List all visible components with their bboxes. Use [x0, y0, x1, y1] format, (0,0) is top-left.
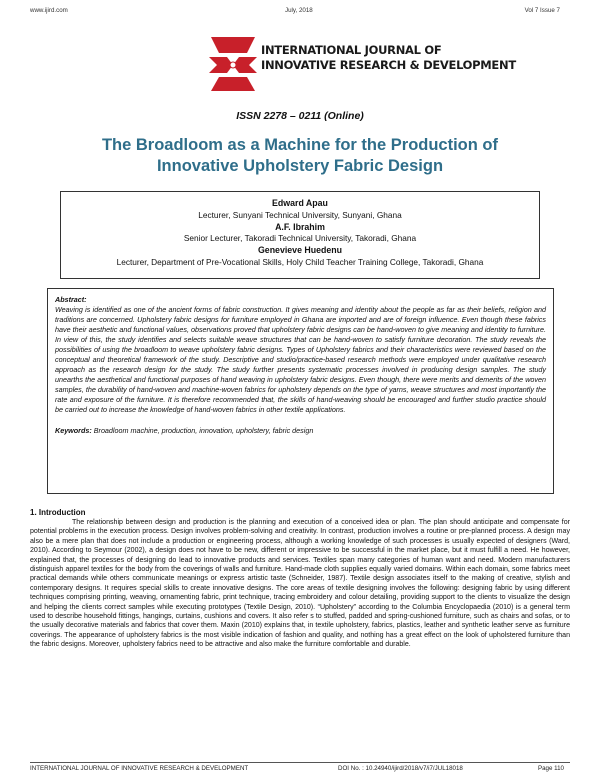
volume-issue: Vol 7 Issue 7 — [524, 7, 560, 14]
keywords-text: Broadloom machine, production, innovation, upholstery, fabric design — [93, 426, 314, 435]
author-affiliation: Lecturer, Sunyani Technical University, Sunyani, Ghana — [198, 209, 402, 220]
abstract-heading: Abstract: — [55, 295, 87, 304]
issn-number: ISSN 2278 – 0211 (Online) — [236, 110, 364, 122]
author-box — [60, 191, 540, 279]
abstract-box — [47, 288, 554, 494]
introduction-text: The relationship between design and production is the planning and execution of a conceived idea or plan. The plan should anticipate and compensate for potential problems in the execution process. Design involves problem-solving and creativity. In contrast, production involves a routine or pre-planned process. A design may also be a mere plan that does not include a production or engineering process, although a working knowledge of such processes is usually expected of designers (Ward, 2010). According to Seymour (2002), a design does not have to be new, different or impressive to be successful in the market place, but it must fulfill a need. He however, explained that, the processes of designing do lead to innovative products and services. Textiles span many categories of human want and need. Modern manufacturers distinguish apparel textiles for the body from the coverings of walls and furniture. Hand-made cloth supplies equally varied domains. Within each domain, some fabrics meet practical demands while others communicate meanings or express artistic taste (Schneider, 1987). Textile design associates itself to the making of creative, stylish and contemporary designs. It requires special skills to create innovative designs. The core areas of textile designing involves the following: designing fabric by using different techniques comprising printing, weaving, ornamenting fabric, print technique, tracing embroidery and colour detailing, providing support to the clients to visualize the design and helping the clients correct samples while executing prototypes (Textile Design, 2010). “Upholstery” according to the Columbia Encyclopaedia (2010) is a general term used to describe household fittings, hangings, curtains, cushions and covers. It also refer s to stuffed, padded and spring-cushioned furniture, such as chairs and sofas, or to the usually decorative materials and fabrics that cover them. Maxin (2010) explains that, in textile upholstery, fabrics, plastics, leather and synthetic leather serve as furniture coverings. The appearance of upholstery fabrics is the most visible indication of fashion and quality, and nothing has a great effect on the look of upholstered furniture than the fabric designs. Moreover, upholstery fabrics need to be attractive and also make the furniture comfortable and durable. — [30, 519, 570, 649]
author-name: Edward Apau — [272, 198, 328, 208]
keywords-label: Keywords: — [55, 426, 92, 435]
journal-emblem-icon — [207, 35, 259, 93]
page-number: Page 110 — [537, 765, 564, 772]
logo-line-2: INNOVATIVE RESEARCH & DEVELOPMENT — [259, 58, 569, 73]
page-footer — [30, 762, 570, 772]
footer-doi: DOI No. : 10.24940/ijird/2018/v7/i7/JUL18018 — [338, 765, 463, 772]
issue-date: July, 2018 — [285, 7, 313, 14]
journal-website: www.ijird.com — [30, 7, 68, 14]
author-name: A.F. Ibrahim — [275, 221, 325, 232]
logo-line-1: INTERNATIONAL JOURNAL OF — [259, 43, 569, 58]
journal-logo-text — [259, 39, 569, 87]
author-affiliation: Lecturer, Department of Pre-Vocational Skills, Holy Child Teacher Training College, Takoradi, Ghana — [116, 256, 484, 267]
footer-journal-name: INTERNATIONAL JOURNAL OF INNOVATIVE RESEARCH & DEVELOPMENT — [30, 765, 249, 772]
journal-logo — [207, 35, 567, 95]
page-header — [30, 7, 560, 19]
keywords-line — [55, 426, 546, 436]
author-affiliation: Senior Lecturer, Takoradi Technical University, Takoradi, Ghana — [183, 233, 417, 244]
author-name: Genevieve Huedenu — [257, 245, 343, 256]
abstract-text: Weaving is identified as one of the ancient forms of fabric construction. It gives meaning and identity about the people as far as their beliefs, religion and traditions are concerned. Upholstery fabric designs for furniture employed in Ghana are imported and are of foreign influence. Even though these fabrics have their aesthetic and functional values, observations proved that upholstery fabric designs can be hand-woven to give meaning and identity to furniture. In view of this, the study identifies and selects suitable weave structures that can be hand-woven to satisfy furniture decoration. The study reveals the possibilities of using the broadloom to weave upholstery fabric designs. Types of Upholstery fabrics and their characteristics were reviewed based on the conceptual and theoretical framework of the study. Descriptive and studio/practice-based research methods were employed under qualitative research approach as the research design for the study. The study further presents systematic processes involved in producing design samples. The study unearths the aesthetical and functional purposes of hand weaving in upholstery fabric designs. Even though, there were merits and demerits of the woven samples, the durability of hand-woven and machine-woven fabrics for upholstery depends on the type of yarns, weave structures and most importantly the rate and exposure of the furniture. It is therefore recommended that, the skills of hand-weaving should be encouraged and further studio practice should be carried out to increase the knowledge of hand-woven fabrics in other textile applications. — [55, 305, 546, 414]
section-heading: 1. Introduction — [30, 508, 86, 517]
paper-title: The Broadloom as a Machine for the Production of Innovative Upholstery Fabric Design — [101, 136, 499, 175]
